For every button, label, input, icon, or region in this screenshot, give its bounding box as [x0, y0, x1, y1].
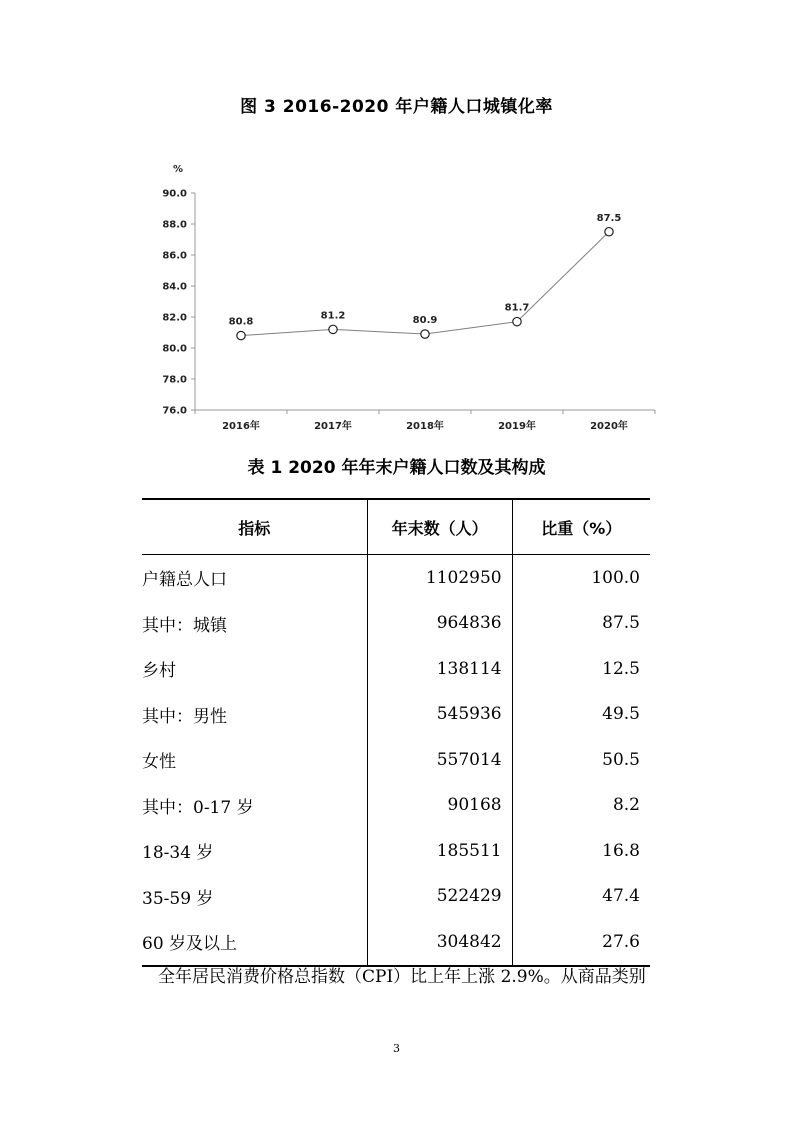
data-label: 80.8 [228, 316, 254, 328]
x-tick-label: 2020年 [590, 421, 628, 432]
row-count: 304842 [367, 919, 512, 966]
row-label: 户籍总人口 [142, 570, 227, 591]
table-row [142, 919, 650, 966]
row-count: 90168 [367, 783, 512, 829]
data-point [329, 325, 337, 333]
y-tick-label: 84.0 [162, 281, 187, 293]
y-tick-label: 90.0 [162, 188, 187, 200]
row-share: 100.0 [512, 555, 650, 601]
x-tick-label: 2018年 [406, 421, 444, 432]
row-label: 其中：男性 [142, 706, 227, 727]
row-share: 87.5 [512, 601, 650, 647]
row-count: 545936 [367, 692, 512, 738]
table-row [142, 783, 650, 829]
data-label: 81.2 [320, 310, 346, 322]
header-year-end-count: 年末数（人） [367, 499, 512, 555]
row-share: 50.5 [512, 737, 650, 783]
table-row [142, 874, 650, 920]
row-label: 35-59 岁 [142, 888, 214, 909]
data-point [605, 228, 613, 236]
population-table [142, 498, 650, 967]
x-tick-label: 2017年 [314, 421, 352, 432]
data-label: 81.7 [504, 302, 530, 314]
row-label: 60 岁及以上 [142, 919, 367, 966]
page-number: 3 [393, 1042, 400, 1055]
row-share: 27.6 [512, 919, 650, 966]
table-row [142, 646, 650, 692]
y-tick-label: 88.0 [162, 219, 187, 231]
table-row [142, 737, 650, 783]
table-row [142, 601, 650, 647]
y-tick-label: 78.0 [162, 374, 187, 386]
data-point [237, 331, 245, 339]
y-axis-label: % [172, 164, 184, 175]
table-row [142, 555, 650, 601]
data-point [513, 317, 521, 325]
row-label: 其中：0-17 岁 [142, 797, 254, 818]
data-point [421, 330, 429, 338]
row-label: 女性 [142, 752, 176, 773]
header-share: 比重（%） [512, 499, 650, 555]
row-count: 557014 [367, 737, 512, 783]
row-share: 49.5 [512, 692, 650, 738]
row-share: 16.8 [512, 828, 650, 874]
table-title: 表 1 2020 年年末户籍人口数及其构成 [247, 458, 546, 478]
data-label: 87.5 [596, 212, 622, 224]
row-count: 185511 [367, 828, 512, 874]
row-share: 47.4 [512, 874, 650, 920]
figure-title: 图 3 2016-2020 年户籍人口城镇化率 [240, 97, 553, 117]
x-tick-label: 2019年 [498, 421, 536, 432]
row-count: 138114 [367, 646, 512, 692]
urbanization-line-chart [140, 155, 660, 445]
body-paragraph: 全年居民消费价格总指数（CPI）比上年上涨 2.9%。从商品类别 [158, 967, 646, 987]
y-tick-label: 86.0 [162, 250, 187, 262]
table-row [142, 692, 650, 738]
header-indicator: 指标 [142, 499, 367, 555]
row-count: 1102950 [367, 555, 512, 601]
data-label: 80.9 [412, 315, 438, 327]
row-label: 18-34 岁 [142, 843, 214, 864]
y-tick-label: 76.0 [162, 405, 187, 417]
table-header-row [142, 499, 650, 555]
x-tick-label: 2016年 [222, 421, 260, 432]
y-tick-label: 82.0 [162, 312, 187, 324]
row-share: 12.5 [512, 646, 650, 692]
table-row [142, 828, 650, 874]
row-count: 522429 [367, 874, 512, 920]
y-tick-label: 80.0 [162, 343, 187, 355]
row-label: 乡村 [142, 661, 176, 682]
row-share: 8.2 [512, 783, 650, 829]
row-count: 964836 [367, 601, 512, 647]
row-label: 其中：城镇 [142, 615, 227, 636]
